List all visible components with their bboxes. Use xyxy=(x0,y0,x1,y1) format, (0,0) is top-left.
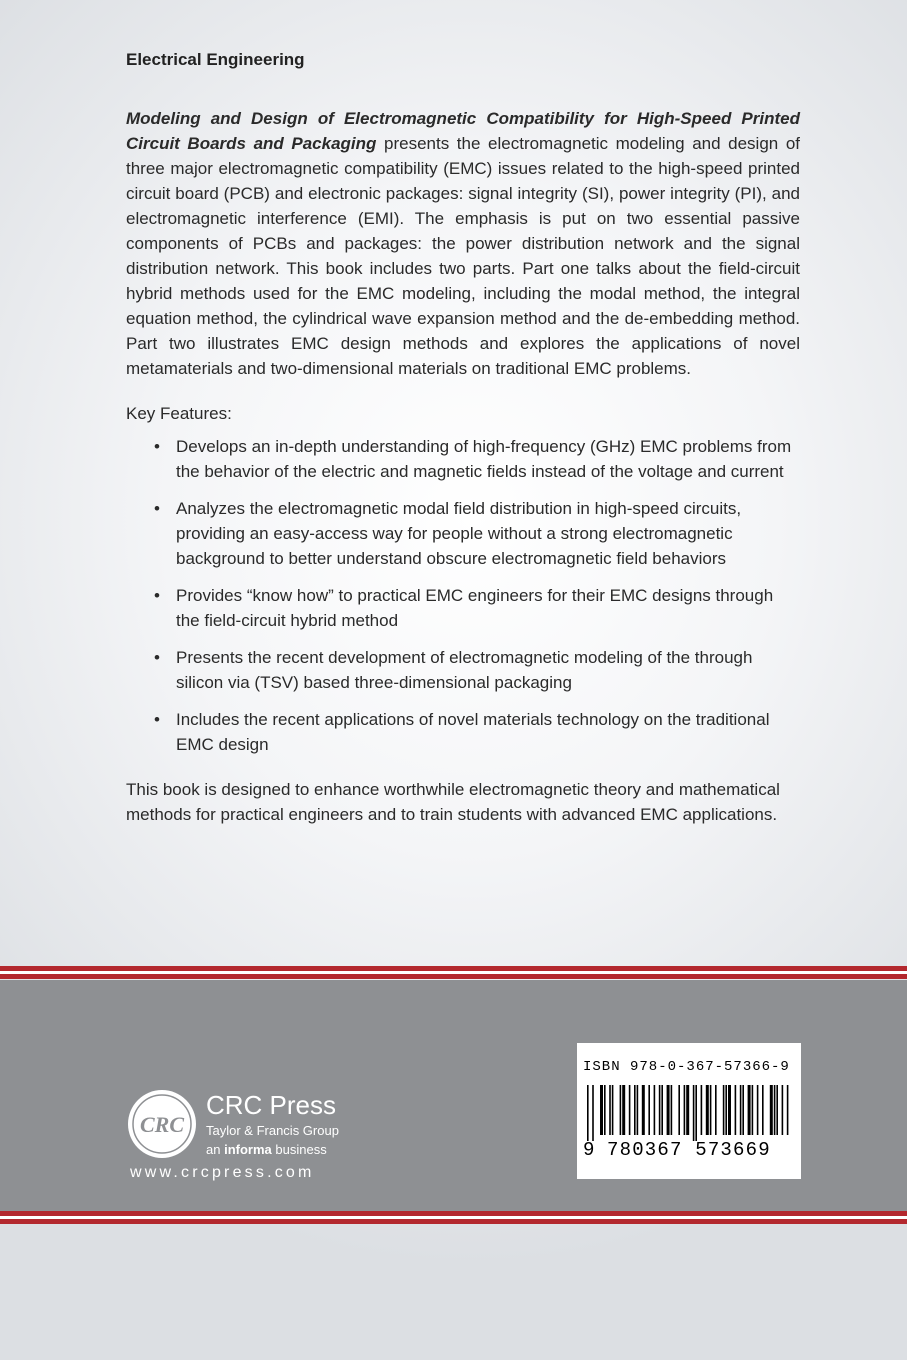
barcode-bar xyxy=(774,1085,776,1135)
feature-item: • Develops an in-depth understanding of high-frequency (GHz) EMC problems from the behavior of the electric and magnetic fields instead of the voltage and current xyxy=(176,434,800,484)
key-features-list xyxy=(126,434,800,757)
feature-item: • Includes the recent applications of novel materials technology on the traditional EMC design xyxy=(176,707,800,757)
bullet-icon: • xyxy=(154,437,160,456)
bullet-icon: • xyxy=(154,586,160,605)
crc-logo-icon xyxy=(126,1088,198,1160)
ean-first-digit: 9 xyxy=(583,1139,595,1161)
barcode-bars xyxy=(585,1085,793,1141)
barcode-bar xyxy=(706,1085,709,1135)
bullet-icon: • xyxy=(154,648,160,667)
barcode-bar xyxy=(667,1085,670,1135)
bullet-icon: • xyxy=(154,499,160,518)
publisher-group: Taylor & Francis Group xyxy=(206,1123,339,1138)
category-label: Electrical Engineering xyxy=(126,50,305,69)
publisher-name: CRC Press xyxy=(206,1090,337,1120)
barcode-bar xyxy=(678,1085,680,1135)
barcode-bar xyxy=(592,1085,594,1141)
barcode-bar xyxy=(710,1085,712,1135)
barcode-bar xyxy=(695,1085,697,1141)
barcode-bar xyxy=(684,1085,686,1135)
barcode-bar xyxy=(762,1085,764,1135)
ean-digits: 780367 573669 xyxy=(607,1139,771,1161)
bullet-icon: • xyxy=(154,710,160,729)
isbn-text: ISBN 978-0-367-57366-9 xyxy=(583,1059,790,1075)
barcode-bar xyxy=(609,1085,611,1135)
description-text: presents the electromagnetic modeling and design of three major electromagnetic compatibility (EMC) issues related to the high-speed printed circuit board (PCB) and electronic packages: signal integrity (SI), power integrity (PI), and electromagnetic interference (EMI). The emphasis is put on two essential passive components of PCBs and packages: the power distribution network and the signal distribution network. This book includes two parts. Part one talks about the field-circuit hybrid methods used for the EMC modeling, including the modal method, the integral equation method, the cylindrical wave expansion method and the de-embedding method. Part two illustrates EMC design methods and explores the applications of novel metamaterials and two-dimensional materials on traditional EMC problems. xyxy=(126,134,801,378)
barcode-bar xyxy=(787,1085,789,1135)
feature-item: • Presents the recent development of electromagnetic modeling of the through silicon via (TSV) based three-dimensional packaging xyxy=(176,645,800,695)
barcode-bar xyxy=(659,1085,661,1135)
book-title: Modeling and Design of Electromagnetic Compatibility for High-Speed Printed Circuit Boards and Packaging xyxy=(126,109,800,153)
barcode-bar xyxy=(600,1085,603,1135)
barcode-bar xyxy=(715,1085,717,1135)
barcode-bar xyxy=(752,1085,754,1135)
barcode-bar xyxy=(735,1085,737,1135)
barcode-bar xyxy=(629,1085,631,1135)
barcode-bar xyxy=(587,1085,589,1141)
barcode-bar xyxy=(648,1085,650,1135)
barcode-bar xyxy=(757,1085,759,1135)
barcode-bar xyxy=(654,1085,656,1135)
publisher-business: an informa business xyxy=(206,1142,327,1157)
barcode-bar xyxy=(622,1085,625,1135)
publisher-website: www.crcpress.com xyxy=(130,1164,315,1181)
barcode-bar xyxy=(701,1085,703,1135)
feature-item: • Analyzes the electromagnetic modal field distribution in high-speed circuits, providing an easy-access way for people without a strong electromagnetic background to better understand obscure electromagnetic field behaviors xyxy=(176,496,800,571)
barcode-bar xyxy=(723,1085,725,1135)
barcode-bar xyxy=(661,1085,663,1135)
book-description xyxy=(126,106,800,381)
barcode-bar xyxy=(604,1085,606,1135)
barcode-bar xyxy=(686,1085,689,1135)
barcode-bar xyxy=(642,1085,645,1135)
back-cover-text xyxy=(126,48,800,827)
barcode-bar xyxy=(776,1085,778,1135)
feature-item: • Provides “know how” to practical EMC engineers for their EMC designs through the field-circuit hybrid method xyxy=(176,583,800,633)
barcode-bar xyxy=(612,1085,614,1135)
barcode-bar xyxy=(634,1085,636,1135)
closing-paragraph: This book is designed to enhance worthwhile electromagnetic theory and mathematical methods for practical engineers and to train students with advanced EMC applications. xyxy=(126,780,780,824)
barcode-bar xyxy=(748,1085,751,1135)
barcode-bar xyxy=(693,1085,695,1141)
isbn-barcode xyxy=(577,1043,801,1179)
barcode-bar xyxy=(671,1085,673,1135)
barcode-bar xyxy=(742,1085,744,1135)
barcode-bar xyxy=(620,1085,622,1135)
top-red-stripe-2 xyxy=(0,974,907,979)
key-features-label: Key Features: xyxy=(126,404,232,423)
barcode-bar xyxy=(782,1085,784,1135)
barcode-bar xyxy=(728,1085,731,1135)
logo-mark-text: CRC xyxy=(139,1112,185,1137)
barcode-bar xyxy=(725,1085,727,1135)
bottom-red-stripe-2 xyxy=(0,1219,907,1224)
barcode-bar xyxy=(637,1085,639,1135)
barcode-bar xyxy=(740,1085,742,1135)
barcode-bar xyxy=(770,1085,773,1135)
